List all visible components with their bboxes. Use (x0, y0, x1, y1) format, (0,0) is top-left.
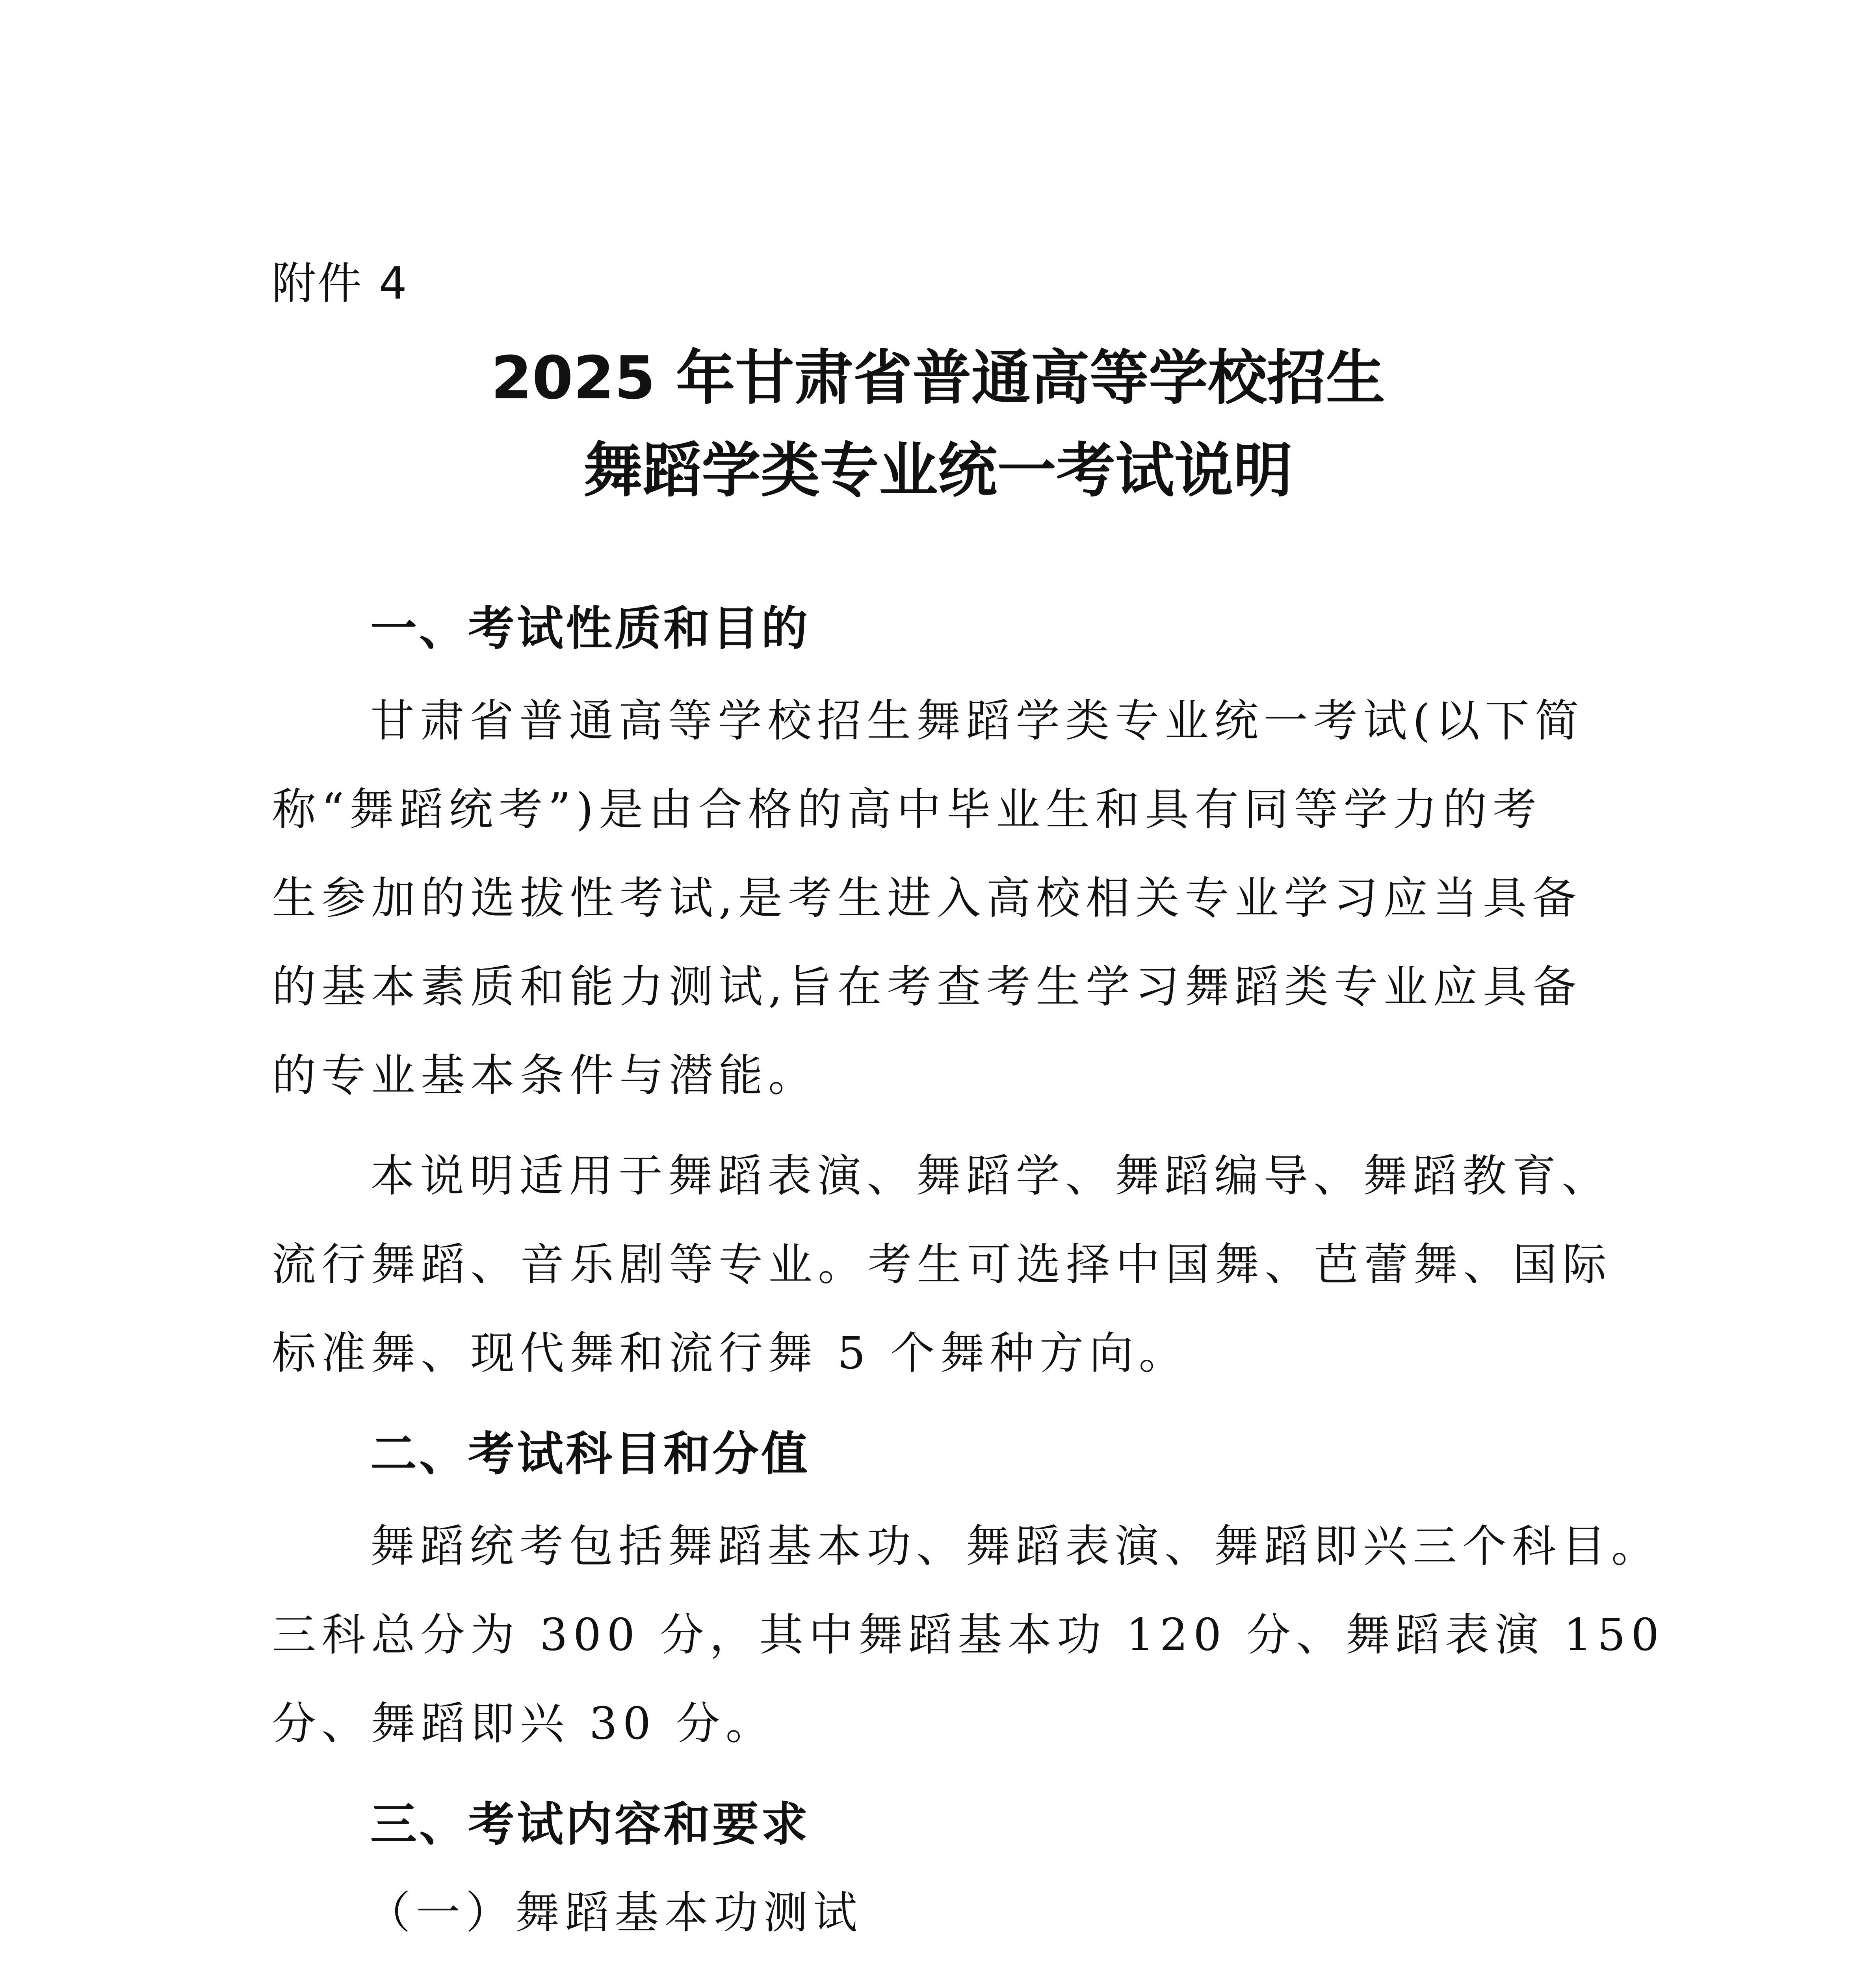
document-title-line-1: 2025 年甘肃省普通高等学校招生 (491, 344, 1385, 413)
paragraph-line: 生参加的选拔性考试,是考生进入高校相关专业学习应当具备 (272, 873, 1582, 924)
paragraph-line: 舞蹈统考包括舞蹈基本功、舞蹈表演、舞蹈即兴三个科目。 (370, 1521, 1661, 1572)
paragraph-line: 三科总分为 300 分，其中舞蹈基本功 120 分、舞蹈表演 150 (272, 1609, 1665, 1661)
paragraph-line: 称“舞蹈统考”)是由合格的高中毕业生和具有同等学力的考 (272, 784, 1542, 835)
paragraph-line: 的专业基本条件与潜能。 (272, 1050, 818, 1101)
paragraph-line: 甘肃省普通高等学校招生舞蹈学类专业统一考试(以下简 (370, 695, 1584, 747)
document-title-line-2: 舞蹈学类专业统一考试说明 (583, 437, 1293, 505)
paragraph-line: 流行舞蹈、音乐剧等专业。考生可选择中国舞、芭蕾舞、国际 (272, 1239, 1612, 1290)
section-3-heading: 三、考试内容和要求 (370, 1797, 810, 1851)
paragraph-line: 本说明适用于舞蹈表演、舞蹈学、舞蹈编导、舞蹈教育、 (370, 1150, 1611, 1202)
section-1-heading: 一、考试性质和目的 (370, 601, 810, 656)
attachment-label: 附件 4 (272, 258, 409, 309)
paragraph-line: 的基本素质和能力测试,旨在考查考生学习舞蹈类专业应具备 (272, 961, 1582, 1013)
subsection-heading: （一）舞蹈基本功测试 (366, 1887, 863, 1938)
paragraph-line: 标准舞、现代舞和流行舞 5 个舞种方向。 (272, 1328, 1189, 1379)
paragraph-line: 分、舞蹈即兴 30 分。 (272, 1698, 775, 1749)
section-2-heading: 二、考试科目和分值 (370, 1427, 810, 1481)
